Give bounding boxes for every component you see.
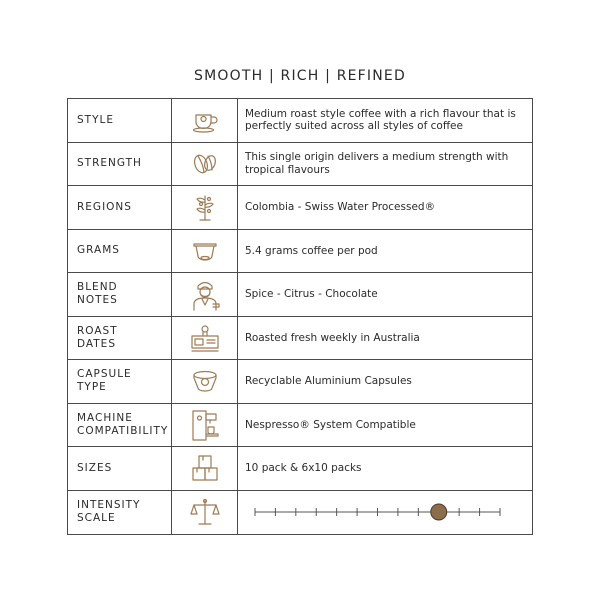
espresso-machine-icon [172,403,238,447]
spec-value-sizes: 10 pack & 6x10 packs [238,447,533,491]
spec-row-blend-notes [68,273,533,317]
spec-row-capsule-type [68,360,533,404]
spec-row-grams [68,229,533,273]
spec-row-style [68,99,533,143]
spec-label-regions [68,186,172,230]
spec-row-machine-compatibility [68,403,533,447]
spec-label-grams [68,229,172,273]
spec-label-line: COMPATIBILITY [77,424,169,437]
spec-label-line: MACHINE [77,411,133,424]
intensity-scale [238,490,533,534]
spec-label-strength [68,142,172,186]
spec-label-line: CAPSULE [77,368,132,381]
boxes-icon [172,447,238,491]
spec-value-style: Medium roast style coffee with a rich flavour that is perfectly suited across all styles of coffee [238,99,533,143]
balance-scale-icon [172,490,238,534]
spec-row-intensity-scale [68,490,533,534]
spec-label-line: INTENSITY [77,499,141,511]
spec-label-roast-dates [68,316,172,360]
spec-label-blend-notes [68,273,172,317]
spec-label-line: ROAST [77,324,118,337]
page-title: SMOOTH | RICH | REFINED [194,68,406,84]
spec-label-line: STRENGTH [77,157,142,170]
coffee-cup-icon [172,99,238,143]
spec-value-roast-dates: Roasted fresh weekly in Australia [238,316,533,360]
spec-label-line: BLEND [77,281,118,294]
spec-label-line: STYLE [77,113,114,126]
spec-label-intensity-scale [68,490,172,534]
coffee-spec-table [67,98,533,535]
spec-value-blend-notes: Spice - Citrus - Chocolate [238,273,533,317]
capsule-icon [172,360,238,404]
spec-label-capsule-type [68,360,172,404]
spec-label-line: GRAMS [77,244,120,257]
spec-row-roast-dates [68,316,533,360]
spec-value-machine-compatibility: Nespresso® System Compatible [238,403,533,447]
roaster-machine-icon [172,316,238,360]
spec-label-line: SIZES [77,461,113,474]
spec-label-line: REGIONS [77,200,132,213]
spec-value-grams: 5.4 grams coffee per pod [238,229,533,273]
spec-label-line: SCALE [77,512,116,524]
spec-label-style [68,99,172,143]
spec-label-sizes [68,447,172,491]
spec-label-line: TYPE [77,381,107,394]
spec-value-strength: This single origin delivers a medium strength with tropical flavours [238,142,533,186]
coffee-plant-icon [172,186,238,230]
spec-row-regions [68,186,533,230]
spec-row-sizes [68,447,533,491]
coffee-pod-icon [172,229,238,273]
coffee-beans-icon [172,142,238,186]
barista-icon [172,273,238,317]
spec-label-line: NOTES [77,294,118,307]
spec-value-capsule-type: Recyclable Aluminium Capsules [238,360,533,404]
spec-row-strength [68,142,533,186]
intensity-marker [431,504,447,520]
spec-value-regions: Colombia - Swiss Water Processed® [238,186,533,230]
spec-label-machine-compatibility [68,403,172,447]
spec-label-line: DATES [77,337,116,350]
